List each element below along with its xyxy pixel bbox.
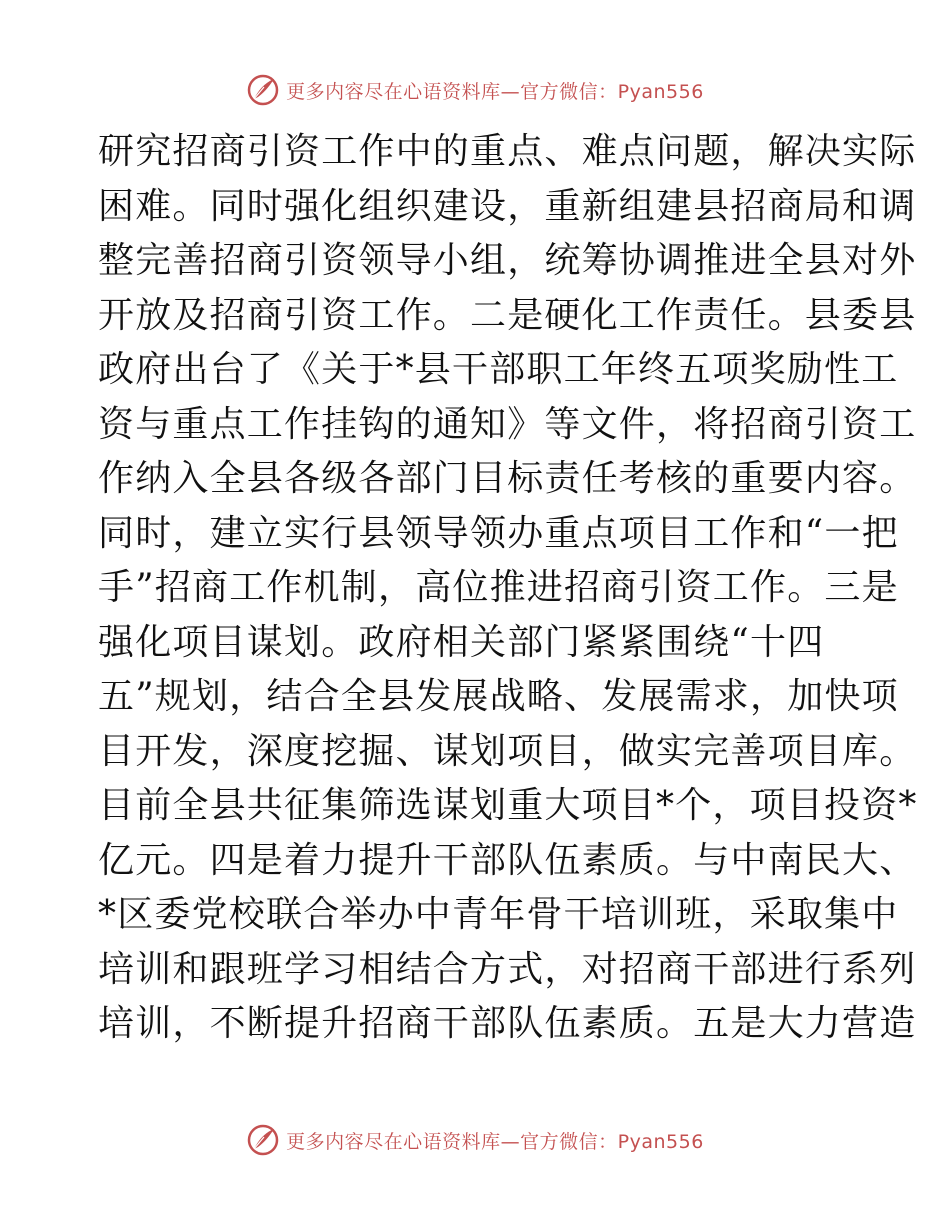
text-line: 培训和跟班学习相结合方式，对招商干部进行系列 (98, 948, 917, 990)
document-body (98, 125, 918, 1052)
text-line: 政府出台了《关于*县干部职工年终五项奖励性工 (98, 349, 899, 390)
text-line: 目前全县共征集筛选谋划重大项目*个，项目投资* (98, 785, 918, 826)
text-line: 培训，不断提升招商干部队伍素质。五是大力营造 (98, 1003, 917, 1044)
text-line: *区委党校联合举办中青年骨干培训班，采取集中 (98, 894, 899, 935)
text-line: 整完善招商引资领导小组，统筹协调推进全县对外 (98, 240, 917, 281)
feather-quill-logo-icon (246, 73, 280, 107)
text-line: 手”招商工作机制，高位推进招商引资工作。三是 (98, 567, 899, 608)
text-line: 五”规划，结合全县发展战略、发展需求，加快项 (98, 676, 899, 717)
header-banner (0, 70, 950, 110)
feather-quill-logo-icon (246, 1123, 280, 1157)
header-banner-text: 更多内容尽在心语资料库—官方微信：Pyan556 (286, 80, 704, 103)
text-line: 目开发，深度挖掘、谋划项目，做实完善项目库。 (98, 730, 917, 772)
text-line: 亿元。四是着力提升干部队伍素质。与中南民大、 (98, 839, 917, 881)
text-line: 作纳入全县各级各部门目标责任考核的重要内容。 (98, 458, 917, 499)
text-line: 研究招商引资工作中的重点、难点问题，解决实际 (98, 131, 917, 172)
text-line: 强化项目谋划。政府相关部门紧紧围绕“十四 (98, 621, 825, 663)
text-line: 开放及招商引资工作。二是硬化工作责任。县委县 (98, 294, 917, 336)
text-line: 资与重点工作挂钩的通知》等文件，将招商引资工 (98, 403, 917, 445)
text-line: 困难。同时强化组织建设，重新组建县招商局和调 (98, 185, 917, 227)
footer-banner (0, 1120, 950, 1160)
text-line: 同时，建立实行县领导领办重点项目工作和“一把 (98, 512, 899, 554)
footer-banner-text: 更多内容尽在心语资料库—官方微信：Pyan556 (286, 1130, 704, 1153)
